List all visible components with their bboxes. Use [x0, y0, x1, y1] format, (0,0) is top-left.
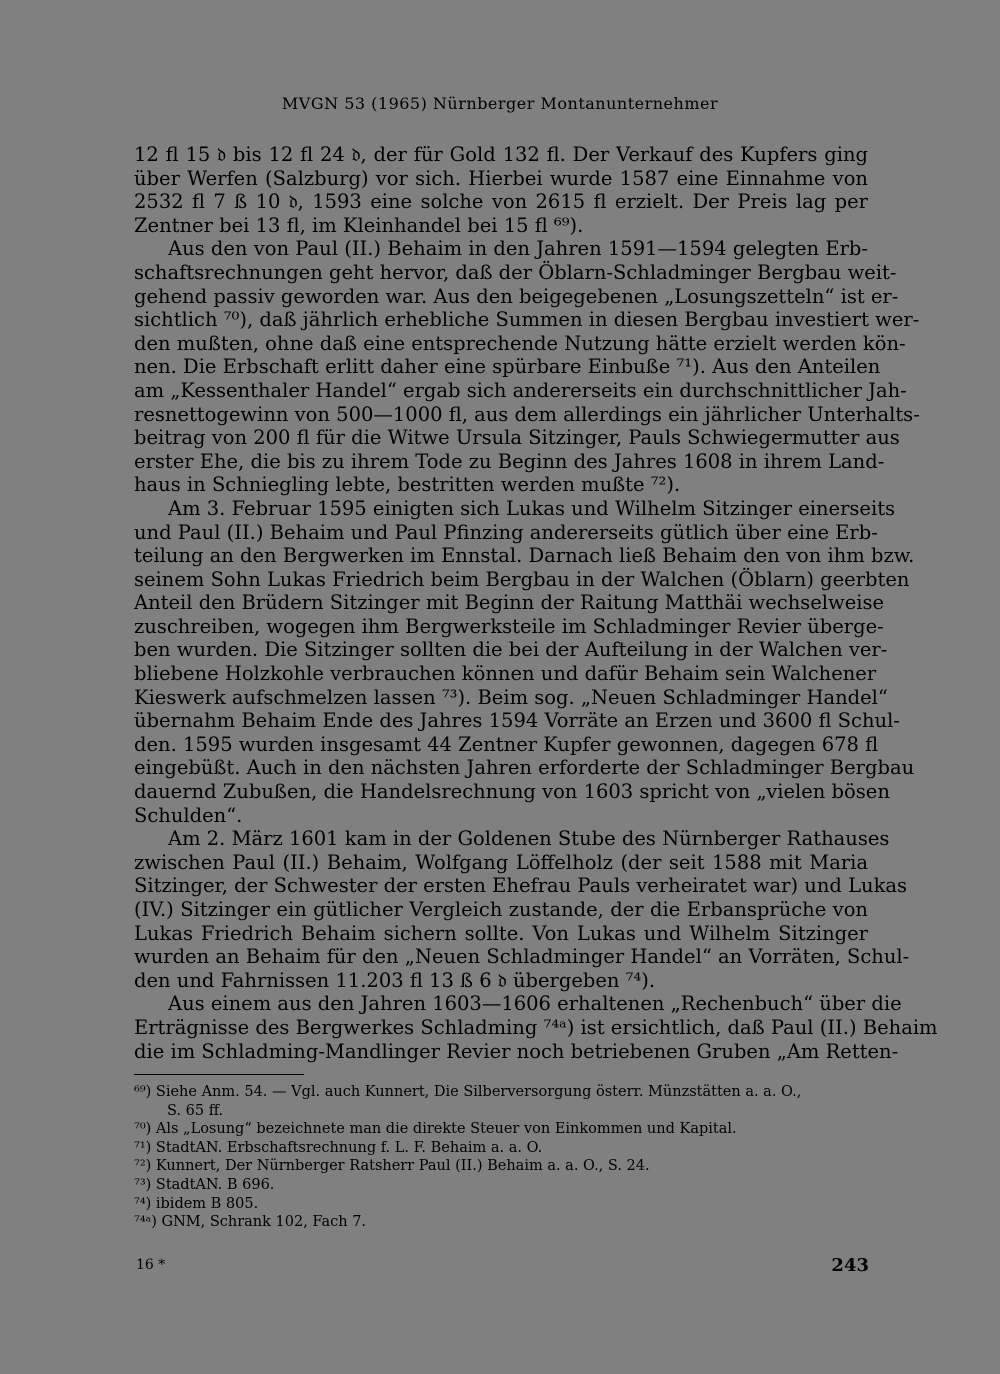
- text-line: Anteil den Brüdern Sitzinger mit Beginn der Raitung Matthäi wechselweise: [134, 591, 885, 615]
- text-line: 2532 fl 7 ß 10 𝔡, 1593 eine solche von 2615 fl erzielt. Der Preis lag per: [134, 190, 868, 214]
- text-line: Erträgnisse des Bergwerkes Schladming ⁷⁴ᵃ) ist ersichtlich, daß Paul (II.) Behaim: [134, 1015, 938, 1039]
- running-header: MVGN 53 (1965) Nürnberger Montanunternehmer: [281, 94, 719, 113]
- text-line: nen. Die Erbschaft erlitt daher eine spürbare Einbuße ⁷¹). Aus den Anteilen: [134, 355, 881, 379]
- printer-signature: 16 *: [136, 1257, 166, 1273]
- text-line: bliebene Holzkohle verbrauchen können und dafür Behaim sein Walchener: [134, 662, 877, 686]
- text-line: Kieswerk aufschmelzen lassen ⁷³). Beim sog. „Neuen Schladminger Handel“: [134, 685, 888, 709]
- text-line: gehend passiv geworden war. Aus den beigegebenen „Losungszetteln“ ist er-: [134, 284, 899, 308]
- footnote: ⁷⁰) Als „Losung“ bezeichnete man die direkte Steuer von Einkommen und Kapital.: [134, 1121, 737, 1138]
- text-line: Schulden“.: [134, 803, 243, 827]
- paragraph-start: Am 3. Februar 1595 einigten sich Lukas und Wilhelm Sitzinger einerseits: [168, 496, 896, 520]
- text-line: (IV.) Sitzinger ein gütlicher Vergleich zustande, der die Erbansprüche von: [134, 898, 868, 921]
- page-number: 243: [831, 1255, 869, 1276]
- text-line: die im Schladming-Mandlinger Revier noch betriebenen Gruben „Am Retten-: [134, 1039, 899, 1063]
- text-line: übernahm Behaim Ende des Jahres 1594 Vorräte an Erzen und 3600 fl Schul-: [134, 709, 900, 733]
- text-line: beitrag von 200 fl für die Witwe Ursula Sitzinger, Pauls Schwiegermutter aus: [134, 426, 900, 450]
- text-line: seinem Sohn Lukas Friedrich beim Bergbau in der Walchen (Öblarn) geerbten: [134, 567, 910, 591]
- text-line: den mußten, ohne daß eine entsprechende Nutzung hätte erzielt werden kön-: [134, 331, 906, 355]
- text-line: 12 fl 15 𝔡 bis 12 fl 24 𝔡, der für Gold 132 fl. Der Verkauf des Kupfers ging: [134, 143, 868, 166]
- footnotes: [134, 1083, 874, 1232]
- footnote-divider: [134, 1074, 304, 1075]
- text-line: haus in Schniegling lebte, bestritten werden mußte ⁷²).: [134, 473, 681, 497]
- text-line: sichtlich ⁷⁰), daß jährlich erhebliche Summen in diesen Bergbau investiert wer-: [134, 308, 920, 332]
- text-line: schaftsrechnungen geht hervor, daß der Öblarn-Schladminger Bergbau weit-: [134, 260, 897, 284]
- text-line: dauernd Zubußen, die Handelsrechnung von 1603 spricht von „vielen bösen: [134, 780, 890, 804]
- text-line: resnettogewinn von 500—1000 fl, aus dem allerdings ein jährlicher Unterhalts-: [134, 402, 920, 426]
- footnote: ⁷³) StadtAN. B 696.: [134, 1176, 275, 1193]
- text-line: ben wurden. Die Sitzinger sollten die bei der Aufteilung in der Walchen ver-: [134, 638, 888, 662]
- text-line: zuschreiben, wogegen ihm Bergwerksteile im Schladminger Revier überge-: [134, 614, 884, 638]
- footnote: ⁷¹) StadtAN. Erbschaftsrechnung f. L. F. Behaim a. a. O.: [134, 1139, 543, 1156]
- text-line: über Werfen (Salzburg) vor sich. Hierbei wurde 1587 eine Einnahme von: [134, 166, 868, 190]
- footnote: ⁷⁴ᵃ) GNM, Schrank 102, Fach 7.: [134, 1214, 367, 1231]
- text-line: zwischen Paul (II.) Behaim, Wolfgang Löffelholz (der seit 1588 mit Maria: [134, 850, 868, 874]
- text-line: teilung an den Bergwerken im Ennstal. Darnach ließ Behaim den von ihm bzw.: [134, 544, 915, 568]
- paragraph-start: Aus den von Paul (II.) Behaim in den Jahren 1591—1594 gelegten Erb-: [168, 237, 868, 261]
- paragraph-start: Aus einem aus den Jahren 1603—1606 erhaltenen „Rechenbuch“ über die: [168, 992, 902, 1016]
- text-line: und Paul (II.) Behaim und Paul Pfinzing andererseits gütlich über eine Erb-: [134, 520, 878, 544]
- footnote: ⁶⁹) Siehe Anm. 54. — Vgl. auch Kunnert, Die Silberversorgung österr. Münzstätten a. a. O.,: [134, 1084, 802, 1100]
- paragraph-start: Am 2. März 1601 kam in der Goldenen Stube des Nürnberger Rathauses: [168, 827, 890, 851]
- text-line: eingebüßt. Auch in den nächsten Jahren erforderte der Schladminger Bergbau: [134, 756, 915, 780]
- footnote-continuation: S. 65 ff.: [167, 1102, 224, 1119]
- text-line: wurden an Behaim für den „Neuen Schladminger Handel“ an Vorräten, Schul-: [134, 945, 910, 969]
- footnote: ⁷²) Kunnert, Der Nürnberger Ratsherr Paul (II.) Behaim a. a. O., S. 24.: [134, 1158, 650, 1175]
- footnote: ⁷⁴) ibidem B 805.: [134, 1195, 259, 1212]
- text-line: den und Fahrnissen 11.203 fl 13 ß 6 𝔡 übergeben ⁷⁴).: [134, 968, 656, 992]
- text-line: am „Kessenthaler Handel“ ergab sich andererseits ein durchschnittlicher Jah-: [134, 378, 907, 402]
- text-line: Lukas Friedrich Behaim sichern sollte. Von Lukas und Wilhelm Sitzinger: [134, 921, 868, 945]
- text-line: erster Ehe, die bis zu ihrem Tode zu Beginn des Jahres 1608 in ihrem Land-: [134, 449, 885, 473]
- text-line: Sitzinger, der Schwester der ersten Ehefrau Pauls verheiratet war) und Lukas: [134, 874, 908, 898]
- main-text: [134, 143, 938, 1063]
- text-line: Zentner bei 13 fl, im Kleinhandel bei 15 fl ⁶⁹).: [134, 213, 584, 237]
- text-line: den. 1595 wurden insgesamt 44 Zentner Kupfer gewonnen, dagegen 678 fl: [134, 732, 879, 756]
